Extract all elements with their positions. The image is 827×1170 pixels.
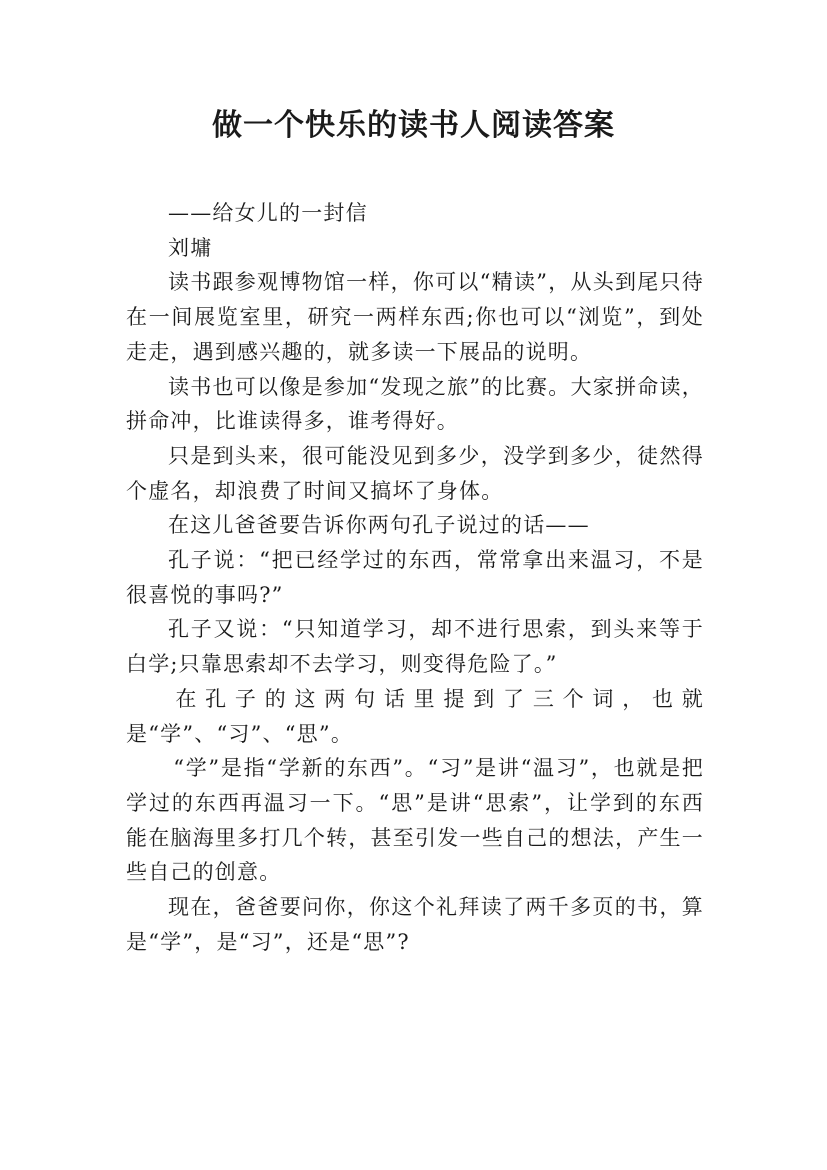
document-title: 做一个快乐的读书人阅读答案 [212,108,615,143]
quote-paragraph: 孔子又说：“只知道学习，却不进行思索，到头来等于白学;只靠思索却不去学习，则变得危险了。” [126,617,704,677]
author-paragraph: 刘墉 [168,235,213,260]
subtitle-paragraph: ——给女儿的一封信 [168,201,368,225]
quote-paragraph: 孔子说：“把已经学过的东西，常常拿出来温习，不是很喜悦的事吗?” [126,548,704,607]
body-paragraph: 在孔子的这两句话里提到了三个词，也就是“学”、“习”、“思”。 [126,686,704,746]
body-paragraph: “学”是指“学新的东西”。“习”是讲“温习”，也就是把学过的东西再温习一下。“思”是讲“思索”，让学到的东西能在脑海里多打几个转，甚至引发一些自己的想法，产生一些自己的创意。 [126,756,704,885]
body-paragraph: 读书也可以像是参加“发现之旅”的比赛。大家拼命读，拼命冲，比谁读得多，谁考得好。 [126,374,704,434]
body-paragraph: 在这儿爸爸要告诉你两句孔子说过的话—— [168,513,590,538]
body-paragraph: 读书跟参观博物馆一样，你可以“精读”，从头到尾只待在一间展览室里，研究一两样东西;你也可以“浏览”，到处走走，遇到感兴趣的，就多读一下展品的说明。 [126,270,704,364]
body-paragraph: 只是到头来，很可能没见到多少，没学到多少，徒然得个虚名，却浪费了时间又搞坏了身体。 [126,443,704,503]
body-paragraph: 现在，爸爸要问你，你这个礼拜读了两千多页的书，算是“学”，是“习”，还是“思”? [126,895,704,954]
document-body [126,196,704,959]
